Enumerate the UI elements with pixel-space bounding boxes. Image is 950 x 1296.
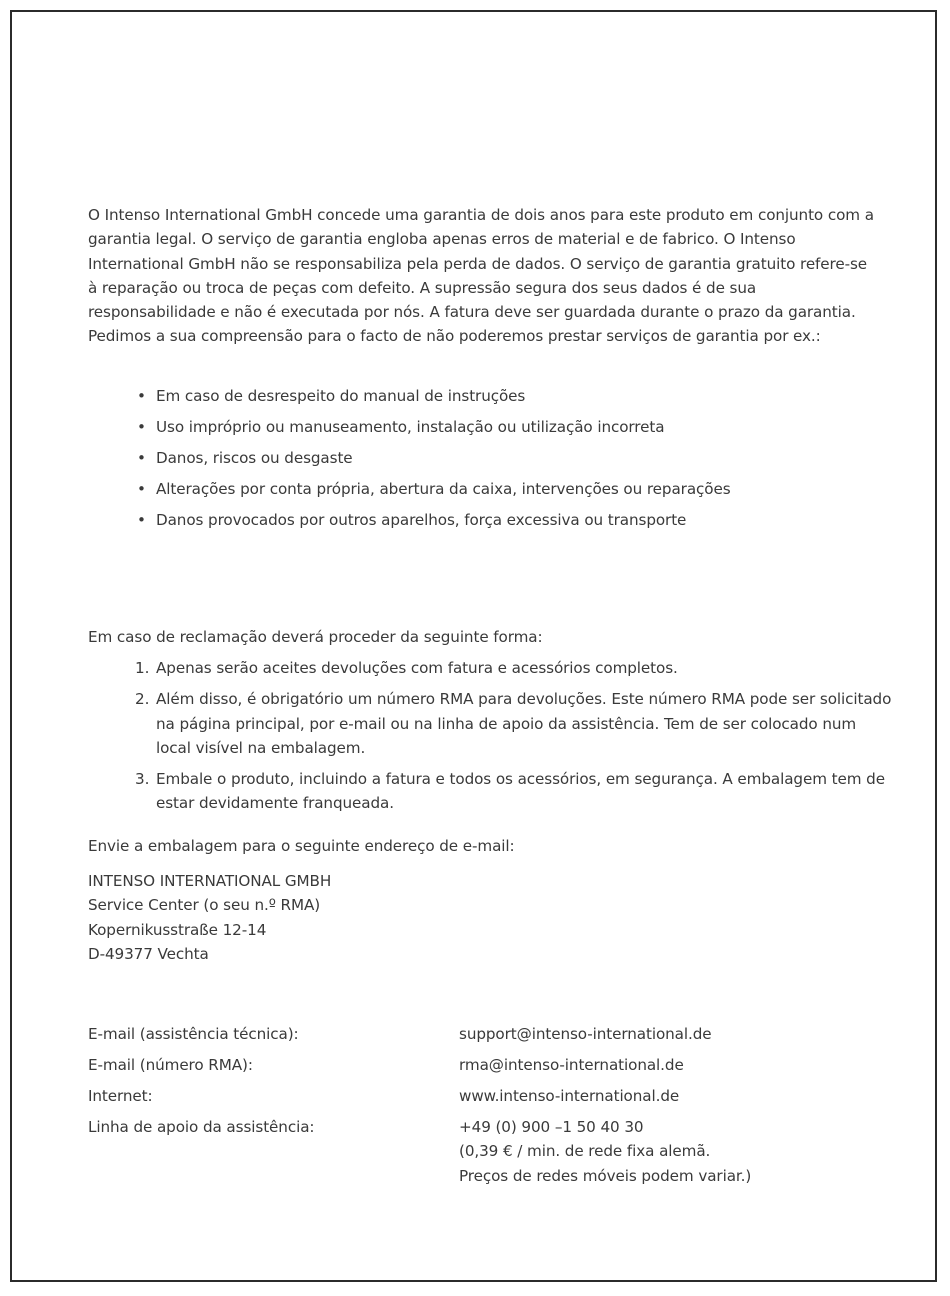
- step-number: 2.: [135, 690, 150, 709]
- claim-procedure-intro: Em caso de reclamação deverá proceder da seguinte forma:: [88, 628, 543, 646]
- list-item: • Em caso de desrespeito do manual de instruções: [135, 384, 855, 415]
- claim-steps-list: [135, 656, 895, 823]
- bullet-icon: •: [137, 418, 146, 436]
- address-street: Kopernikusstraße 12-14: [88, 920, 267, 939]
- support-email-link[interactable]: support@intenso-international.de: [459, 1025, 712, 1043]
- website-link[interactable]: www.intenso-international.de: [459, 1087, 680, 1105]
- address-service-center: Service Center (o seu n.º RMA): [88, 896, 321, 915]
- list-item: [135, 656, 895, 680]
- warranty-intro-paragraph: O Intenso International GmbH concede uma garantia de dois anos para este produto em conjunto com a garantia legal. O serviço de garantia engloba apenas erros de material e de fabrico. O Intenso International GmbH não se responsabiliza pela perda de dados. O serviço de garantia gratuito refere-se à reparação ou troca de peças com defeito. A supressão segura dos seus dados é de sua responsabilidade e não é executada por nós. A fatura deve ser guardada durante o prazo da garantia. Pedimos a sua compreensão para o facto de não poderemos prestar serviços de garantia por ex.:: [88, 206, 874, 346]
- list-item: [135, 687, 895, 760]
- bullet-icon: •: [137, 449, 146, 467]
- table-row: [88, 1115, 848, 1185]
- step-text: Além disso, é obrigatório um número RMA para devoluções. Este número RMA pode ser solicitado na página principal, por e-mail ou na linha de apoio da assistência. Tem de ser colocado num local visível na embalagem.: [156, 690, 892, 757]
- step-number: 3.: [135, 770, 150, 789]
- table-row: [88, 1022, 848, 1053]
- list-item: • Uso impróprio ou manuseamento, instalação ou utilização incorreta: [135, 415, 855, 446]
- step-text: Embale o produto, incluindo a fatura e todos os acessórios, em segurança. A embalagem tem de estar devidamente franqueada.: [156, 770, 885, 813]
- service-address: [88, 869, 331, 966]
- contact-label: E-mail (assistência técnica):: [88, 1025, 299, 1043]
- contact-label: Linha de apoio da assistência:: [88, 1118, 315, 1136]
- hotline-number[interactable]: +49 (0) 900 –1 50 40 30: [459, 1118, 644, 1136]
- hotline-value: [459, 1115, 751, 1188]
- rma-email-link[interactable]: rma@intenso-international.de: [459, 1056, 684, 1074]
- list-item: [135, 767, 895, 816]
- contact-table: [88, 1022, 848, 1185]
- list-item: • Alterações por conta própria, abertura da caixa, intervenções ou reparações: [135, 477, 855, 508]
- bullet-icon: •: [137, 480, 146, 498]
- bullet-icon: •: [137, 511, 146, 529]
- step-number: 1.: [135, 659, 150, 677]
- hotline-price-note: (0,39 € / min. de rede fixa alemã.: [459, 1142, 711, 1161]
- warranty-exclusions-list: [135, 384, 855, 539]
- hotline-mobile-note: Preços de redes móveis podem variar.): [459, 1166, 752, 1185]
- list-item: • Danos provocados por outros aparelhos, força excessiva ou transporte: [135, 508, 855, 539]
- address-city: D-49377 Vechta: [88, 944, 209, 963]
- bullet-icon: •: [137, 387, 146, 405]
- table-row: [88, 1053, 848, 1084]
- step-text: Apenas serão aceites devoluções com fatura e acessórios completos.: [156, 659, 678, 677]
- list-item: • Danos, riscos ou desgaste: [135, 446, 855, 477]
- contact-label: E-mail (número RMA):: [88, 1056, 253, 1074]
- address-company: INTENSO INTERNATIONAL GMBH: [88, 872, 332, 890]
- table-row: [88, 1084, 848, 1115]
- send-instructions: Envie a embalagem para o seguinte endereço de e-mail:: [88, 837, 515, 855]
- contact-label: Internet:: [88, 1087, 153, 1105]
